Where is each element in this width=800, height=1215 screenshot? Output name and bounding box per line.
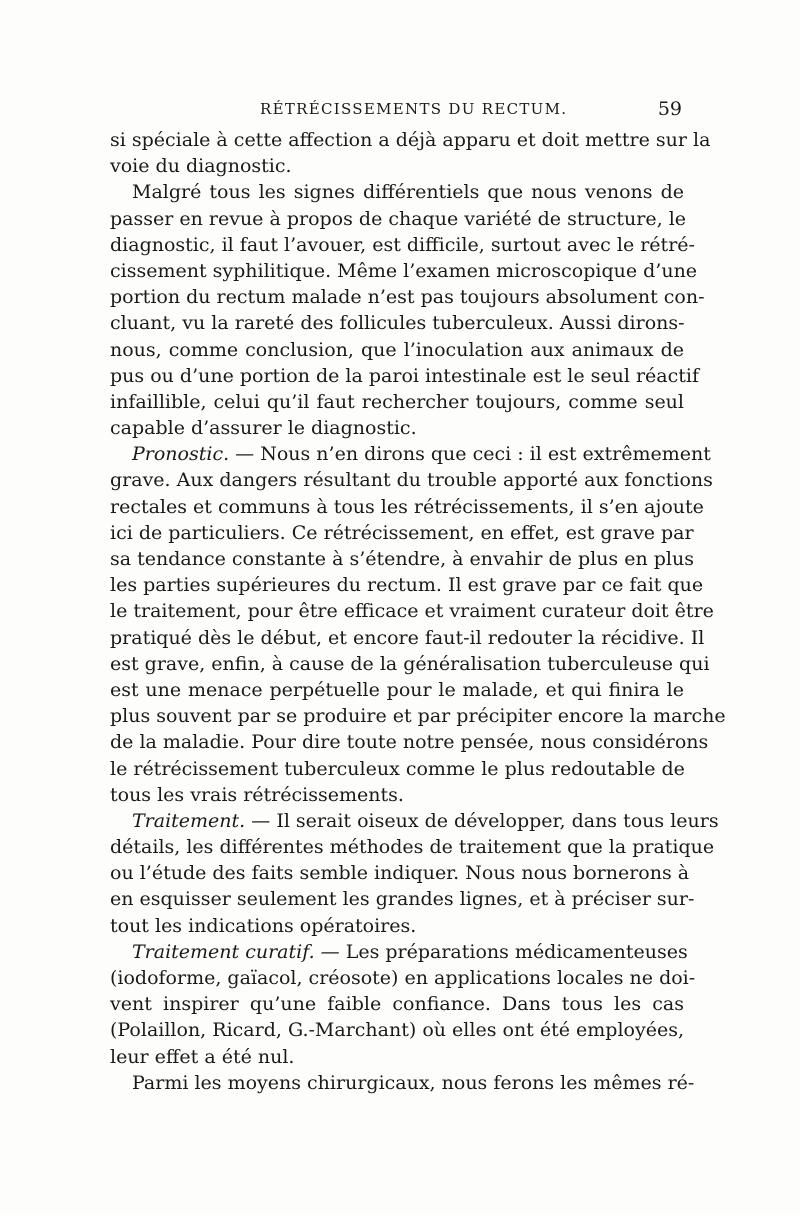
text-line: pus ou d’une portion de la paroi intestinale est le seul réactif: [110, 364, 699, 387]
text-line: le traitement, pour être efficace et vraiment curateur doit être: [110, 600, 714, 623]
text-line: grave. Aux dangers résultant du trouble apporté aux fonctions: [110, 469, 713, 492]
section-heading-traitement: Traitement. —: [132, 809, 271, 832]
text-line: tout les indications opératoires.: [110, 914, 417, 937]
text-line: voie du diagnostic.: [110, 155, 292, 178]
text-line: le rétrécissement tuberculeux comme le plus redoutable de: [110, 757, 685, 780]
text-line: cluant, vu la rareté des follicules tuberculeux. Aussi dirons-: [110, 312, 685, 335]
page-number: 59: [657, 98, 682, 120]
text-line: vent inspirer qu’une faible confiance. Dans tous les cas: [110, 993, 684, 1016]
text-line: plus souvent par se produire et par précipiter encore la marche: [110, 705, 726, 728]
text-line: ici de particuliers. Ce rétrécissement, en effet, est grave par: [110, 521, 694, 544]
text-line-with-heading: [110, 808, 719, 834]
section-heading-pronostic: Pronostic. —: [132, 443, 255, 466]
text-line: infaillible, celui qu’il faut rechercher toujours, comme seul: [110, 390, 684, 413]
text-line: Parmi les moyens chirurgicaux, nous ferons les mêmes ré-: [132, 1071, 695, 1094]
section-heading-traitement-curatif: Traitement curatif. —: [132, 940, 340, 963]
text-line: tous les vrais rétrécissements.: [110, 783, 404, 806]
text-line: sa tendance constante à s’étendre, à envahir de plus en plus: [110, 548, 694, 570]
page-header: [110, 98, 682, 122]
text-line: (Polaillon, Ricard, G.-Marchant) où elles ont été employées,: [110, 1019, 684, 1042]
text-line: cissement syphilitique. Même l’examen microscopique d’une: [110, 259, 698, 282]
text-line: capable d’assurer le diagnostic.: [110, 417, 417, 440]
text-line: rectales et communs à tous les rétrécissements, il s’en ajoute: [110, 495, 704, 518]
text-line: de la maladie. Pour dire toute notre pensée, nous considérons: [110, 731, 709, 754]
text-fragment: Nous n’en dirons que ceci : il est extrêmement: [260, 443, 711, 466]
text-fragment: Les préparations médicamenteuses: [345, 940, 688, 963]
text-line: passer en revue à propos de chaque variété de structure, le: [110, 207, 687, 230]
text-line: les parties supérieures du rectum. Il est grave par ce fait que: [110, 574, 704, 597]
text-line: portion du rectum malade n’est pas toujours absolument con-: [110, 286, 705, 309]
text-line: Malgré tous les signes différentiels que nous venons de: [132, 181, 684, 204]
text-line: (iodoforme, gaïacol, créosote) en applications locales ne doi-: [110, 967, 696, 989]
text-line: si spéciale à cette affection a déjà apparu et doit mettre sur la: [110, 129, 711, 151]
text-line: est une menace perpétuelle pour le malade, et qui finira le: [110, 678, 684, 701]
text-line: est grave, enfin, à cause de la généralisation tuberculeuse qui: [110, 652, 710, 675]
text-line: diagnostic, il faut l’avouer, est difficile, surtout avec le rétré-: [110, 233, 695, 256]
text-line: pratiqué dès le début, et encore faut-il redouter la récidive. Il: [110, 626, 705, 649]
text-line-with-heading: [110, 441, 711, 467]
text-line: nous, comme conclusion, que l’inoculation aux animaux de: [110, 338, 684, 361]
body-text: [110, 127, 726, 1096]
text-line: ou l’étude des faits semble indiquer. Nous nous bornerons à: [110, 862, 690, 885]
text-fragment: Il serait oiseux de développer, dans tous leurs: [276, 809, 719, 832]
text-line-with-heading: [110, 939, 688, 965]
running-title: RÉTRÉCISSEMENTS DU RECTUM.: [260, 100, 568, 118]
text-line: en esquisser seulement les grandes lignes, et à préciser sur-: [110, 888, 695, 911]
text-line: détails, les différentes méthodes de traitement que la pratique: [110, 836, 715, 859]
text-line: leur effet a été nul.: [110, 1045, 295, 1068]
